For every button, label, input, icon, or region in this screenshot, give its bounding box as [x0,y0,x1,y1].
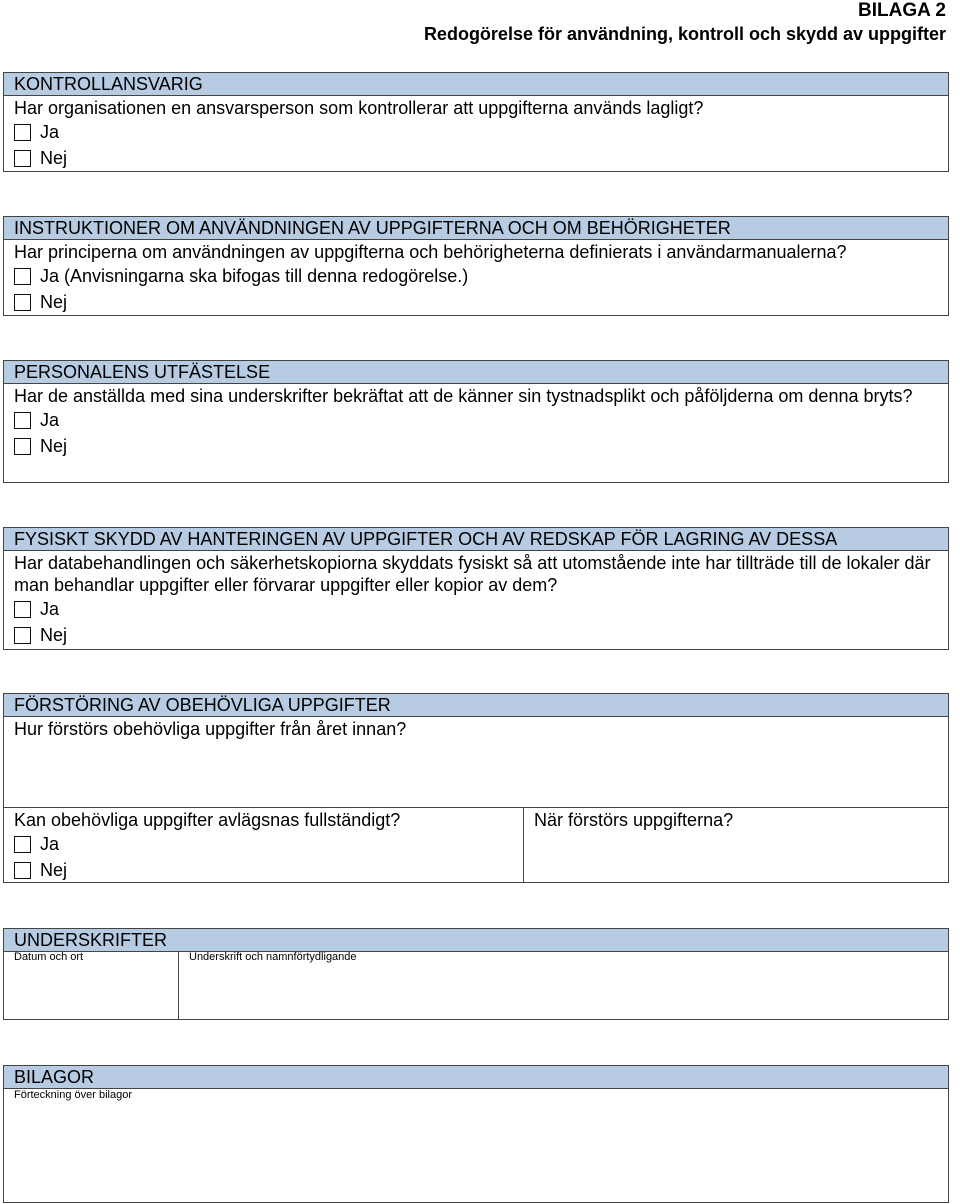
attachments-list-label: Förteckning över bilagor [14,1089,133,1101]
section-instructions [3,216,949,316]
staff-option-no[interactable] [14,433,938,459]
option-label: Ja (Anvisningarna ska bifogas till denna redogörelse.) [40,266,469,286]
date-place-label: Datum och ort [14,951,84,963]
checkbox[interactable] [14,862,31,879]
checkbox[interactable] [14,601,31,618]
signature-field[interactable] [179,951,948,1019]
when-question: När förstörs uppgifterna? [534,810,734,830]
option-label: Nej [40,436,68,456]
control-option-no[interactable] [14,145,938,171]
checkbox[interactable] [14,412,31,429]
checkbox[interactable] [14,836,31,853]
instructions-question: Har principerna om användningen av uppgifterna och behörigheterna definierats i användarmanualerna? [14,242,847,262]
option-label: Nej [40,148,68,168]
checkbox[interactable] [14,268,31,285]
complete-option-yes[interactable] [14,831,400,857]
appendix-label: BILAGA 2 [858,0,946,21]
control-question: Har organisationen en ansvarsperson som kontrollerar att uppgifterna används lagligt? [14,98,704,118]
control-option-yes[interactable] [14,119,938,145]
section-destruction [3,693,949,883]
date-place-field[interactable] [4,951,179,1019]
option-label: Nej [40,859,68,880]
destruction-answer-area[interactable] [4,717,948,807]
checkbox[interactable] [14,627,31,644]
section-staff [3,360,949,483]
staff-option-yes[interactable] [14,407,938,433]
section-signatures [3,928,949,1020]
option-label: Nej [40,625,68,645]
section-attachments [3,1065,949,1203]
physical-question: Har databehandlingen och säkerhetskopiorna skyddats fysiskt så att utomstående inte har tillträde till de lokaler där man behandlar uppgifter eller förvarar uppgifter eller kopior av dem? [14,553,931,595]
document-title: Redogörelse för användning, kontroll och skydd av uppgifter [423,24,946,44]
option-label: Ja [40,410,60,430]
option-label: Ja [40,122,60,142]
checkbox[interactable] [14,294,31,311]
signature-label: Underskrift och namnförtydligande [189,951,357,963]
instructions-option-yes[interactable] [14,263,938,289]
checkbox[interactable] [14,124,31,141]
section-staff-heading: PERSONALENS UTFÄSTELSE [4,361,948,384]
destruction-complete-cell [14,809,400,883]
checkbox[interactable] [14,438,31,455]
section-signatures-heading: UNDERSKRIFTER [4,929,948,952]
section-physical-heading: FYSISKT SKYDD AV HANTERINGEN AV UPPGIFTER OCH AV REDSKAP FÖR LAGRING AV DESSA [4,528,948,551]
checkbox[interactable] [14,150,31,167]
instructions-option-no[interactable] [14,289,938,315]
section-physical [3,527,949,650]
physical-option-no[interactable] [14,622,938,648]
option-label: Ja [40,599,60,619]
physical-option-yes[interactable] [14,596,938,622]
section-instructions-heading: INSTRUKTIONER OM ANVÄNDNINGEN AV UPPGIFTERNA OCH OM BEHÖRIGHETER [4,217,948,240]
section-attachments-heading: BILAGOR [4,1066,948,1089]
section-destruction-heading: FÖRSTÖRING AV OBEHÖVLIGA UPPGIFTER [4,694,948,717]
staff-question: Har de anställda med sina underskrifter bekräftat att de känner sin tystnadsplikt och påföljderna om denna bryts? [14,386,913,406]
destruction-question: Hur förstörs obehövliga uppgifter från året innan? [14,719,407,739]
complete-option-no[interactable] [14,857,400,883]
section-control [3,72,949,172]
option-label: Ja [40,833,60,854]
option-label: Nej [40,292,68,312]
complete-question: Kan obehövliga uppgifter avlägsnas fullständigt? [14,810,401,830]
attachments-list-field[interactable] [4,1089,948,1201]
section-control-heading: KONTROLLANSVARIG [4,73,948,96]
